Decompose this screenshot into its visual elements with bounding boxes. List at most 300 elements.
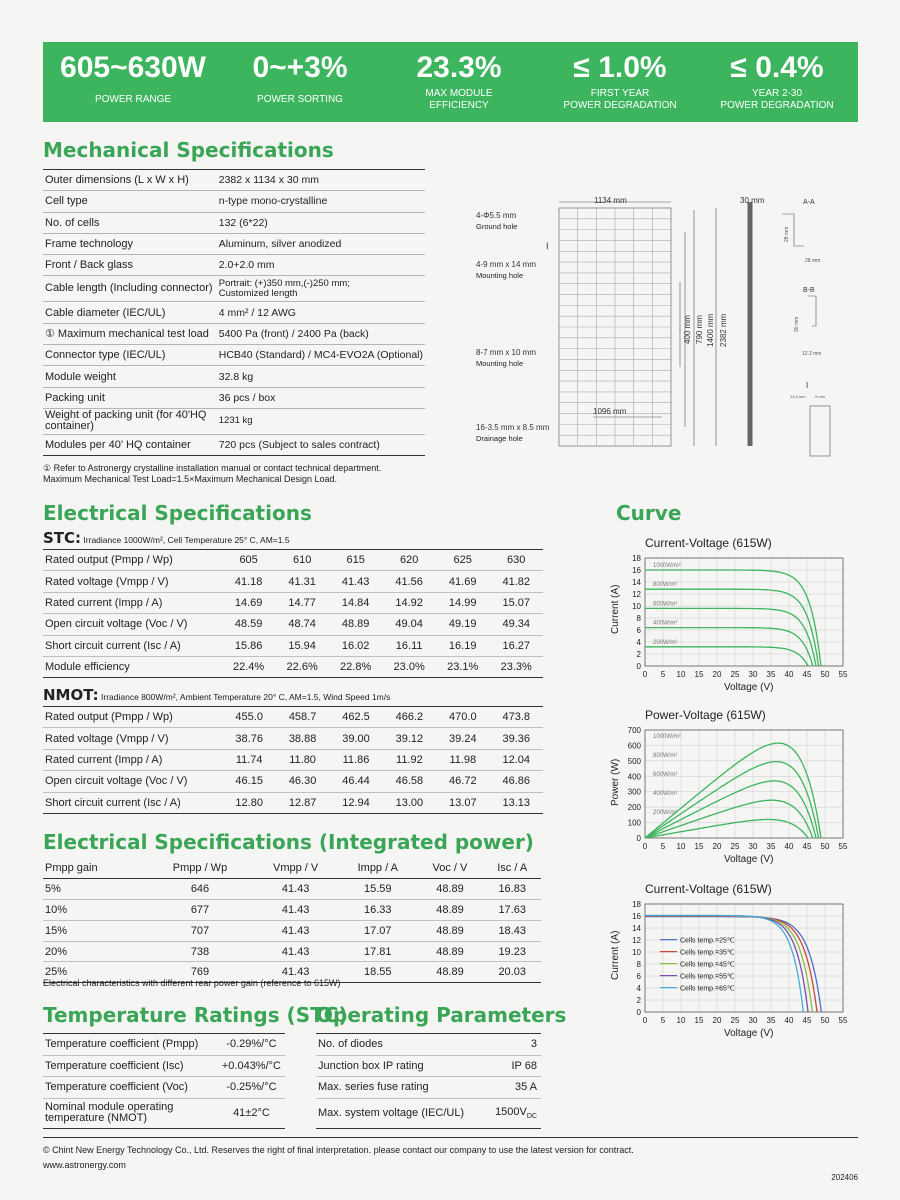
nmot-label: NMOT: xyxy=(43,686,99,704)
param-value: 14.77 xyxy=(275,592,329,613)
param-name: Module efficiency xyxy=(43,656,222,677)
param-value-sub: DC xyxy=(526,1113,537,1121)
y-tick-label: 12 xyxy=(632,590,641,599)
dim-2382: 2382 mm xyxy=(719,313,728,347)
y-tick-label: 400 xyxy=(627,772,641,782)
nmot-table xyxy=(43,706,543,814)
table-row xyxy=(316,1098,541,1128)
spec-key: Connector type (IEC/UL) xyxy=(43,345,217,366)
banner-label: POWER SORTING xyxy=(257,94,343,105)
table-cell: 19.23 xyxy=(483,941,541,962)
param-name: No. of diodes xyxy=(316,1034,488,1056)
table-cell: 20.03 xyxy=(483,962,541,983)
spec-value: 132 (6*22) xyxy=(217,212,425,233)
x-tick-label: 35 xyxy=(766,1016,776,1025)
x-tick-label: 55 xyxy=(838,670,848,679)
param-value: 39.36 xyxy=(490,728,544,749)
spec-value: 2.0+2.0 mm xyxy=(217,255,425,276)
param-value: 38.88 xyxy=(276,728,329,749)
table-row xyxy=(43,1055,285,1077)
param-value: 466.2 xyxy=(383,707,436,728)
table-cell: 48.89 xyxy=(417,879,484,900)
table-cell: 738 xyxy=(148,941,252,962)
footer xyxy=(43,1137,858,1182)
spec-value: Portrait: (+)350 mm,(-)250 mm; Customized length xyxy=(217,276,425,302)
chart-title: Current-Voltage (615W) xyxy=(645,882,772,896)
table-cell: 18.55 xyxy=(339,962,416,983)
banner-label: FIRST YEAR POWER DEGRADATION xyxy=(563,88,677,111)
banner-value: ≤ 1.0% xyxy=(573,51,667,84)
spec-value: 36 pcs / box xyxy=(217,387,425,408)
stc-label: STC: xyxy=(43,529,82,547)
x-tick-label: 45 xyxy=(802,1016,812,1025)
x-axis-label: Voltage (V) xyxy=(724,854,774,865)
param-value: 38.76 xyxy=(222,728,275,749)
spec-key: Modules per 40' HQ container xyxy=(43,434,217,455)
param-value: 39.12 xyxy=(383,728,436,749)
spec-row xyxy=(43,191,425,212)
series-label: 200W/m² xyxy=(653,639,678,646)
spec-key: Weight of packing unit (for 40'HQ container) xyxy=(43,408,217,434)
banner-item xyxy=(220,42,380,106)
series-line xyxy=(645,647,808,666)
integrated-note: Electrical characteristics with different rear power gain (reference to 615W) xyxy=(43,978,341,988)
table-cell: 769 xyxy=(148,962,252,983)
banner-item xyxy=(379,42,539,112)
param-value: 14.84 xyxy=(329,592,383,613)
banner-value: 0~+3% xyxy=(252,51,348,84)
spec-key: Module weight xyxy=(43,366,217,387)
spec-row xyxy=(43,302,425,323)
banner-value: 605~630W xyxy=(60,51,206,84)
banner-label: MAX MODULE EFFICIENCY xyxy=(425,88,493,111)
table-header xyxy=(43,858,541,879)
table-row xyxy=(43,656,543,677)
temperature-table xyxy=(43,1033,285,1129)
chart-title: Power-Voltage (615W) xyxy=(645,708,766,722)
table-row xyxy=(43,900,541,921)
table-cell: 48.89 xyxy=(417,920,484,941)
table-cell: 5% xyxy=(43,879,148,900)
x-tick-label: 30 xyxy=(748,670,758,679)
param-name: Rated voltage (Vmpp / V) xyxy=(43,728,222,749)
table-cell: 41.43 xyxy=(252,879,339,900)
param-value: 625 xyxy=(436,550,490,571)
column-header: Pmpp / Wp xyxy=(148,858,252,879)
i-height: 9 mm xyxy=(815,394,825,399)
x-tick-label: 25 xyxy=(730,842,740,851)
spec-value: 5400 Pa (front) / 2400 Pa (back) xyxy=(217,323,425,344)
y-tick-label: 8 xyxy=(636,614,641,623)
param-value: 41.56 xyxy=(382,571,436,592)
param-value: 12.94 xyxy=(329,792,382,813)
param-value: 610 xyxy=(275,550,329,571)
param-value: 22.8% xyxy=(329,656,383,677)
spec-value: 4 mm² / 12 AWG xyxy=(217,302,425,323)
dim-thickness: 30 mm xyxy=(740,196,765,205)
mounting-hole-label-1: Mounting hole xyxy=(476,271,524,280)
param-value: 39.24 xyxy=(436,728,489,749)
x-tick-label: 15 xyxy=(694,1016,704,1025)
series-label: 600W/m² xyxy=(653,772,678,778)
y-tick-label: 0 xyxy=(636,1008,641,1017)
spec-key: Frame technology xyxy=(43,233,217,254)
table-cell: 20% xyxy=(43,941,148,962)
y-tick-label: 500 xyxy=(627,756,641,766)
param-value: 630 xyxy=(489,550,543,571)
param-value: +0.043%/°C xyxy=(222,1055,285,1077)
x-tick-label: 10 xyxy=(676,842,686,851)
module-drawing xyxy=(470,192,860,462)
param-value: 41.82 xyxy=(489,571,543,592)
table-cell: 707 xyxy=(148,920,252,941)
param-value: 11.92 xyxy=(383,749,436,770)
y-tick-label: 14 xyxy=(632,924,641,933)
x-tick-label: 15 xyxy=(694,670,704,679)
param-value: 46.44 xyxy=(329,771,382,792)
table-cell: 41.43 xyxy=(252,941,339,962)
banner-label: POWER RANGE xyxy=(94,94,172,105)
mechanical-table xyxy=(43,169,425,456)
x-tick-label: 55 xyxy=(838,842,848,851)
param-value: 41.31 xyxy=(275,571,329,592)
banner-value: 23.3% xyxy=(416,51,502,84)
table-cell: 41.43 xyxy=(252,962,339,983)
aa-height: 28 mm xyxy=(784,226,790,242)
param-value: 16.19 xyxy=(436,635,490,656)
mechanical-note: ① Refer to Astronergy crystalline installation manual or contact technical department. Maximum Mechanical Test Load=1.5×Maximum Mechanical Design Load. xyxy=(43,463,382,484)
y-tick-label: 8 xyxy=(636,960,641,969)
y-axis-label: Current (A) xyxy=(610,584,621,634)
dim-width: 1134 mm xyxy=(594,196,627,205)
y-tick-label: 200 xyxy=(627,803,641,813)
x-axis-label: Voltage (V) xyxy=(724,1028,774,1039)
table-row xyxy=(43,635,543,656)
operating-table xyxy=(316,1033,541,1129)
param-value: 48.59 xyxy=(222,614,276,635)
section-title-electrical: Electrical Specifications xyxy=(43,501,312,525)
x-tick-label: 10 xyxy=(676,1016,686,1025)
param-value: 458.7 xyxy=(276,707,329,728)
x-tick-label: 5 xyxy=(660,842,666,851)
column-header: Pmpp gain xyxy=(43,858,148,879)
param-name: Temperature coefficient (Isc) xyxy=(43,1055,222,1077)
table-cell: 41.43 xyxy=(252,920,339,941)
y-tick-label: 16 xyxy=(632,912,641,921)
table-row xyxy=(43,1034,285,1056)
ground-hole-dim: 4-Φ5.5 mm xyxy=(476,211,517,220)
param-value: 12.04 xyxy=(490,749,544,770)
x-tick-label: 5 xyxy=(660,1016,666,1025)
table-cell: 10% xyxy=(43,900,148,921)
x-axis-label: Voltage (V) xyxy=(724,682,774,693)
nmot-condition xyxy=(43,686,390,704)
table-cell: 17.81 xyxy=(339,941,416,962)
param-name: Short circuit current (Isc / A) xyxy=(43,792,222,813)
table-cell: 646 xyxy=(148,879,252,900)
y-tick-label: 10 xyxy=(632,602,641,611)
param-value-text: 35 A xyxy=(514,1081,537,1094)
param-value: 46.72 xyxy=(436,771,489,792)
y-axis-label: Current (A) xyxy=(610,930,621,980)
param-name: Rated output (Pmpp / Wp) xyxy=(43,707,222,728)
stc-condition-text: Irradiance 1000W/m², Cell Temperature 25° C, AM=1.5 xyxy=(83,535,290,545)
param-value: 14.92 xyxy=(382,592,436,613)
param-value: 23.1% xyxy=(436,656,490,677)
param-value: 615 xyxy=(329,550,383,571)
stc-table xyxy=(43,549,543,678)
x-tick-label: 40 xyxy=(784,1016,794,1025)
table-cell: 677 xyxy=(148,900,252,921)
table-row xyxy=(316,1077,541,1099)
table-cell: 15.59 xyxy=(339,879,416,900)
y-tick-label: 16 xyxy=(632,566,641,575)
param-value: 41.43 xyxy=(329,571,383,592)
x-tick-label: 15 xyxy=(694,842,704,851)
spec-row xyxy=(43,170,425,191)
series-line xyxy=(645,608,816,666)
spec-row xyxy=(43,212,425,233)
param-value: 470.0 xyxy=(436,707,489,728)
series-line xyxy=(645,800,813,838)
param-value: 46.15 xyxy=(222,771,275,792)
param-name: Max. system voltage (IEC/UL) xyxy=(316,1098,488,1128)
param-value xyxy=(488,1077,541,1099)
x-tick-label: 0 xyxy=(642,1016,648,1025)
series-label: 800W/m² xyxy=(653,753,678,759)
stc-condition xyxy=(43,529,290,547)
y-tick-label: 2 xyxy=(636,996,641,1005)
spec-row xyxy=(43,408,425,434)
legend-label: Cells temp.=25℃ xyxy=(680,937,735,945)
param-name: Max. series fuse rating xyxy=(316,1077,488,1099)
param-name: Temperature coefficient (Pmpp) xyxy=(43,1034,222,1056)
footer-website[interactable]: www.astronergy.com xyxy=(43,1160,126,1170)
y-tick-label: 600 xyxy=(627,741,641,751)
table-cell: 25% xyxy=(43,962,148,983)
chart-title: Current-Voltage (615W) xyxy=(645,536,772,550)
param-name: Open circuit voltage (Voc / V) xyxy=(43,771,222,792)
table-row xyxy=(316,1034,541,1056)
param-name: Junction box IP rating xyxy=(316,1055,488,1077)
table-row xyxy=(43,879,541,900)
section-title-curve: Curve xyxy=(616,501,682,525)
param-value: 15.86 xyxy=(222,635,276,656)
aa-width: 28 mm xyxy=(805,258,821,264)
spec-row xyxy=(43,366,425,387)
param-value: 46.58 xyxy=(383,771,436,792)
y-tick-label: 4 xyxy=(636,984,641,993)
param-value: 14.99 xyxy=(436,592,490,613)
param-value: 46.30 xyxy=(276,771,329,792)
table-cell: 17.63 xyxy=(483,900,541,921)
param-value: 13.00 xyxy=(383,792,436,813)
spec-key: Outer dimensions (L x W x H) xyxy=(43,170,217,191)
chart-iv-temperature xyxy=(605,878,855,1053)
banner-item xyxy=(697,42,857,112)
detail-i-label: I xyxy=(806,381,809,390)
param-value: 49.04 xyxy=(382,614,436,635)
table-cell: 48.89 xyxy=(417,900,484,921)
table-row xyxy=(43,550,543,571)
drainage-hole-dim: 16-3.5 mm x 8.5 mm xyxy=(476,423,550,432)
spec-value: n-type mono-crystalline xyxy=(217,191,425,212)
param-name: Rated voltage (Vmpp / V) xyxy=(43,571,222,592)
bb-width: 12.2 mm xyxy=(802,351,822,357)
param-value: 22.4% xyxy=(222,656,276,677)
param-value: -0.29%/°C xyxy=(222,1034,285,1056)
spec-key: No. of cells xyxy=(43,212,217,233)
table-row xyxy=(43,792,543,813)
banner-item xyxy=(53,42,213,106)
dim-790: 790 mm xyxy=(695,315,704,344)
footer-code: 202406 xyxy=(831,1173,858,1182)
param-value: 16.11 xyxy=(382,635,436,656)
column-header: Impp / A xyxy=(339,858,416,879)
param-value: 41.18 xyxy=(222,571,276,592)
param-value: 13.13 xyxy=(490,792,544,813)
y-tick-label: 18 xyxy=(632,554,641,563)
legend-label: Cells temp.=55℃ xyxy=(680,973,735,981)
y-tick-label: 300 xyxy=(627,787,641,797)
param-value: 13.07 xyxy=(436,792,489,813)
x-tick-label: 40 xyxy=(784,670,794,679)
series-label: 400W/m² xyxy=(653,791,678,797)
param-value: 41.69 xyxy=(436,571,490,592)
y-tick-label: 18 xyxy=(632,900,641,909)
spec-key: Packing unit xyxy=(43,387,217,408)
y-tick-label: 10 xyxy=(632,948,641,957)
x-tick-label: 25 xyxy=(730,1016,740,1025)
column-header: Vmpp / V xyxy=(252,858,339,879)
section-title-integrated: Electrical Specifications (Integrated power) xyxy=(43,830,534,854)
x-tick-label: 30 xyxy=(748,1016,758,1025)
spec-value: 2382 x 1134 x 30 mm xyxy=(217,170,425,191)
x-tick-label: 35 xyxy=(766,842,776,851)
param-value: 23.3% xyxy=(489,656,543,677)
x-tick-label: 55 xyxy=(838,1016,848,1025)
dim-400: 400 mm xyxy=(683,315,692,344)
param-name: Short circuit current (Isc / A) xyxy=(43,635,222,656)
y-tick-label: 6 xyxy=(636,626,641,635)
x-tick-label: 50 xyxy=(820,842,830,851)
integrated-table xyxy=(43,858,541,983)
spec-key: Cable diameter (IEC/UL) xyxy=(43,302,217,323)
spec-row xyxy=(43,276,425,302)
x-tick-label: 30 xyxy=(748,842,758,851)
param-value: 22.6% xyxy=(275,656,329,677)
param-value xyxy=(488,1034,541,1056)
x-tick-label: 0 xyxy=(642,670,648,679)
param-value: 11.80 xyxy=(276,749,329,770)
x-tick-label: 45 xyxy=(802,842,812,851)
spec-row xyxy=(43,345,425,366)
legend-label: Cells temp.=65℃ xyxy=(680,985,735,993)
y-tick-label: 0 xyxy=(636,834,641,843)
table-row xyxy=(43,614,543,635)
table-row xyxy=(43,707,543,728)
y-tick-label: 6 xyxy=(636,972,641,981)
dim-1400: 1400 mm xyxy=(706,313,715,347)
param-value: 16.02 xyxy=(329,635,383,656)
param-value: 16.27 xyxy=(489,635,543,656)
chart-pv-irradiance xyxy=(605,704,855,874)
param-value: 462.5 xyxy=(329,707,382,728)
section-aa-label: A-A xyxy=(803,199,815,206)
x-tick-label: 20 xyxy=(712,1016,722,1025)
plot-frame xyxy=(645,904,843,1012)
param-name: Open circuit voltage (Voc / V) xyxy=(43,614,222,635)
drainage-hole-label: Drainage hole xyxy=(476,434,523,443)
param-value: 12.80 xyxy=(222,792,275,813)
param-value: 605 xyxy=(222,550,276,571)
param-value: 46.86 xyxy=(490,771,544,792)
table-row xyxy=(43,728,543,749)
detail-i-marker: I xyxy=(546,241,549,251)
x-tick-label: 20 xyxy=(712,842,722,851)
spec-value: 720 pcs (Subject to sales contract) xyxy=(217,434,425,455)
dim-1096: 1096 mm xyxy=(593,407,627,416)
param-value: 12.87 xyxy=(276,792,329,813)
spec-row xyxy=(43,233,425,254)
param-value: 620 xyxy=(382,550,436,571)
param-value-text: 3 xyxy=(530,1038,537,1051)
table-row xyxy=(43,771,543,792)
spec-value: 32.8 kg xyxy=(217,366,425,387)
param-name: Rated current (Impp / A) xyxy=(43,749,222,770)
table-row xyxy=(43,941,541,962)
param-value xyxy=(488,1055,541,1077)
param-value: 39.00 xyxy=(329,728,382,749)
param-value: 49.34 xyxy=(489,614,543,635)
x-tick-label: 10 xyxy=(676,670,686,679)
x-tick-label: 35 xyxy=(766,670,776,679)
header-banner xyxy=(43,42,858,122)
table-row xyxy=(316,1055,541,1077)
param-value: 455.0 xyxy=(222,707,275,728)
banner-label: YEAR 2-30 POWER DEGRADATION xyxy=(720,88,834,111)
series-label: 400W/m² xyxy=(653,620,678,627)
x-tick-label: 0 xyxy=(642,842,648,851)
section-title-operating: Operating Parameters xyxy=(316,1003,567,1027)
table-row xyxy=(43,749,543,770)
param-name: Rated output (Pmpp / Wp) xyxy=(43,550,222,571)
x-tick-label: 5 xyxy=(660,670,666,679)
spec-row xyxy=(43,434,425,455)
series-line xyxy=(645,820,808,839)
param-value: 11.86 xyxy=(329,749,382,770)
table-cell: 18.43 xyxy=(483,920,541,941)
series-label: 600W/m² xyxy=(653,601,678,608)
i-width: 14.5 mm xyxy=(790,394,806,399)
param-value-text: 1500V xyxy=(495,1106,527,1119)
section-bb-label: B-B xyxy=(803,287,815,294)
spec-value: 1231 kg xyxy=(217,408,425,434)
param-value: 49.19 xyxy=(436,614,490,635)
param-name: Rated current (Impp / A) xyxy=(43,592,222,613)
table-row xyxy=(43,571,543,592)
x-tick-label: 40 xyxy=(784,842,794,851)
param-value: 48.89 xyxy=(329,614,383,635)
y-tick-label: 700 xyxy=(627,726,641,735)
table-cell: 48.89 xyxy=(417,962,484,983)
spec-key: Front / Back glass xyxy=(43,255,217,276)
param-value: 48.74 xyxy=(275,614,329,635)
table-cell: 15% xyxy=(43,920,148,941)
spec-key: ① Maximum mechanical test load xyxy=(43,323,217,344)
banner-value: ≤ 0.4% xyxy=(730,51,824,84)
x-tick-label: 25 xyxy=(730,670,740,679)
